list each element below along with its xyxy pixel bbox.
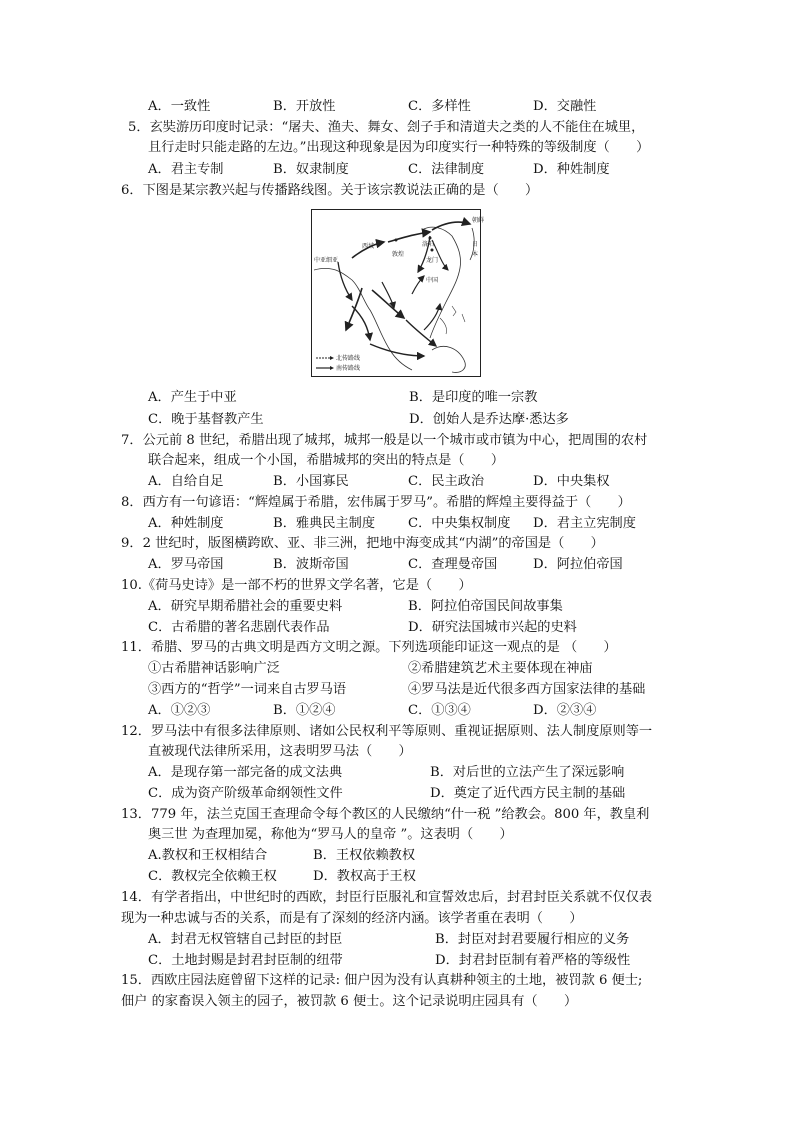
q13-option-d: D．教权高于王权 [313,869,416,884]
q9-option-b: B．波斯帝国 [273,557,349,572]
q9-option-a: A．罗马帝国 [148,557,224,572]
map-label-china: 中国 [426,277,439,284]
q14-option-c: C．土地封赐是封君封臣制的纽带 [148,953,343,968]
map-legend-north: 北传路线 [336,355,361,362]
map-label-japan-2: 本 [472,251,479,258]
q10-option-c: C．古希腊的著名悲剧代表作品 [148,620,330,635]
q7-option-a: A．自给自足 [148,474,224,489]
q11-option-c: C．①③④ [408,703,471,718]
q9-stem: 9．2 世纪时，版图横跨欧、亚、非三洲，把地中海变成其“内湖”的帝国是（ ） [121,536,604,551]
q5-option-b: B．奴隶制度 [273,162,349,177]
q12-option-b: B．对后世的立法产生了深远影响 [430,765,625,780]
map-legend-south: 南传路线 [336,365,361,372]
q10-option-a: A．研究早期希腊社会的重要史料 [148,599,343,614]
q11-stem: 11．希腊、罗马的古典文明是西方文明之源。下列选项能印证这一观点的是 （ ） [121,640,617,655]
q8-option-b: B．雅典民主制度 [273,516,376,531]
q6-option-d: D．创始人是乔达摩·悉达多 [409,412,569,427]
q5-option-d: D．种姓制度 [533,162,610,177]
map-legend [316,354,360,372]
q6-option-b: B．是印度的唯一宗教 [409,390,538,405]
q7-stem-line1: 7．公元前 8 世纪，希腊出现了城邦，城邦一般是以一个城市或市镇为中心，把周围的农村 [121,433,648,448]
q13-stem-line1: 13．779 年，法兰克国王查理命令每个教区的人民缴纳“什一税 ”给教会。800 年，教皇利 [121,807,650,822]
q14-stem-line2: 现为一种忠诚与否的关系，而是有了深刻的经济内涵。该学者重在表明（ ） [121,911,583,926]
q7-option-b: B．小国寡民 [273,474,349,489]
map-label-longmen: 龙门 [426,257,439,264]
q14-option-b: B．封臣对封君要履行相应的义务 [435,932,630,947]
q12-option-d: D．奠定了近代西方民主制的基础 [430,786,626,801]
q15-stem-line1: 15．西欧庄园法庭曾留下这样的记录: 佃户因为没有认真耕种领主的土地，被罚款 6 便士; [121,973,643,988]
q10-option-b: B．阿拉伯帝国民间故事集 [408,599,563,614]
q6-stem: 6．下图是某宗教兴起与传播路线图。关于该宗教说法正确的是（ ） [121,183,539,198]
q13-option-a: A.教权和王权相结合 [148,848,268,863]
map-label-zhongya: 中亚细亚 [314,257,339,264]
q14-option-d: D．封君封臣制有着严格的等级性 [435,953,631,968]
map-label-japan-1: 日 [472,241,479,248]
q8-stem: 8．西方有一句谚语：“辉煌属于希腊，宏伟属于罗马”。希腊的辉煌主要得益于（ ） [121,495,631,510]
q13-stem-line2: 奥三世 为查理加冕，称他为“罗马人的皇帝 ”。这表明（ ） [148,827,513,842]
map-label-xiyu: 西域 [362,243,375,250]
q4-option-b: B．开放性 [273,99,336,114]
q4-option-d: D．交融性 [533,99,597,114]
q12-option-c: C．成为资产阶级革命纲领性文件 [148,786,343,801]
q7-stem-line2: 联合起来，组成一个小国，希腊城邦的突出的特点是（ ） [148,453,505,468]
q10-option-d: D．研究法国城市兴起的史料 [408,620,577,635]
q7-option-c: C．民主政治 [408,474,485,489]
q14-stem-line1: 14．有学者指出，中世纪时的西欧，封臣行臣服礼和宣誓效忠后，封君封臣关系就不仅仅表 [121,890,653,905]
q8-option-c: C．中央集权制度 [408,516,511,531]
q9-option-c: C．查理曼帝国 [408,557,498,572]
q8-option-d: D．君主立宪制度 [533,516,636,531]
q11-option-b: B．①②④ [273,703,336,718]
q13-option-c: C．教权完全依赖王权 [148,869,277,884]
q5-stem-line2: 且行走时只能走路的左边。”出现这种现象是因为印度实行一种特殊的等级制度（ ） [148,140,650,155]
q11-statement-2: ②希腊建筑艺术主要体现在神庙 [408,661,593,676]
q10-stem: 10.《荷马史诗》是一部不朽的世界文学名著，它是（ ） [121,578,472,593]
q11-statement-3: ③西方的“哲学”一词来自古罗马语 [148,682,347,697]
q14-option-a: A．封君无权管辖自己封臣的封臣 [148,932,343,947]
q12-stem-line1: 12．罗马法中有很多法律原则、诸如公民权利平等原则、重视证据原则、法人制度原则等一 [121,724,653,739]
q11-option-a: A．①②③ [148,703,211,718]
q6-option-a: A．产生于中亚 [148,390,237,405]
q9-option-d: D．阿拉伯帝国 [533,557,623,572]
q5-stem-line1: 5．玄奘游历印度时记录：“屠夫、渔夫、舞女、刽子手和清道夫之类的人不能住在城里， [128,120,645,135]
q5-option-c: C．法律制度 [408,162,485,177]
map-label-luoyang: 洛阳 [422,241,435,248]
q5-option-a: A．君主专制 [148,162,224,177]
religion-spread-map [311,209,485,377]
map-label-dunhuang: 敦煌 [392,251,405,258]
q4-option-a: A．一致性 [148,99,211,114]
q12-stem-line2: 直被现代法律所采用，这表明罗马法（ ） [148,744,412,759]
map-label-korea: 朝鲜 [472,217,485,224]
q12-option-a: A．是现存第一部完备的成文法典 [148,765,343,780]
q4-option-c: C．多样性 [408,99,471,114]
q11-statement-1: ①古希腊神话影响广泛 [148,661,280,676]
q8-option-a: A．种姓制度 [148,516,224,531]
q11-option-d: D．②③④ [533,703,597,718]
q13-option-b: B．王权依赖教权 [313,848,416,863]
q15-stem-line2: 佃户 的家畜误入领主的园子，被罚款 6 便士。这个记录说明庄园具有（ ） [121,994,578,1009]
q6-option-c: C．晚于基督教产生 [148,412,264,427]
q11-statement-4: ④罗马法是近代很多西方国家法律的基础 [408,682,646,697]
q7-option-d: D．中央集权 [533,474,610,489]
